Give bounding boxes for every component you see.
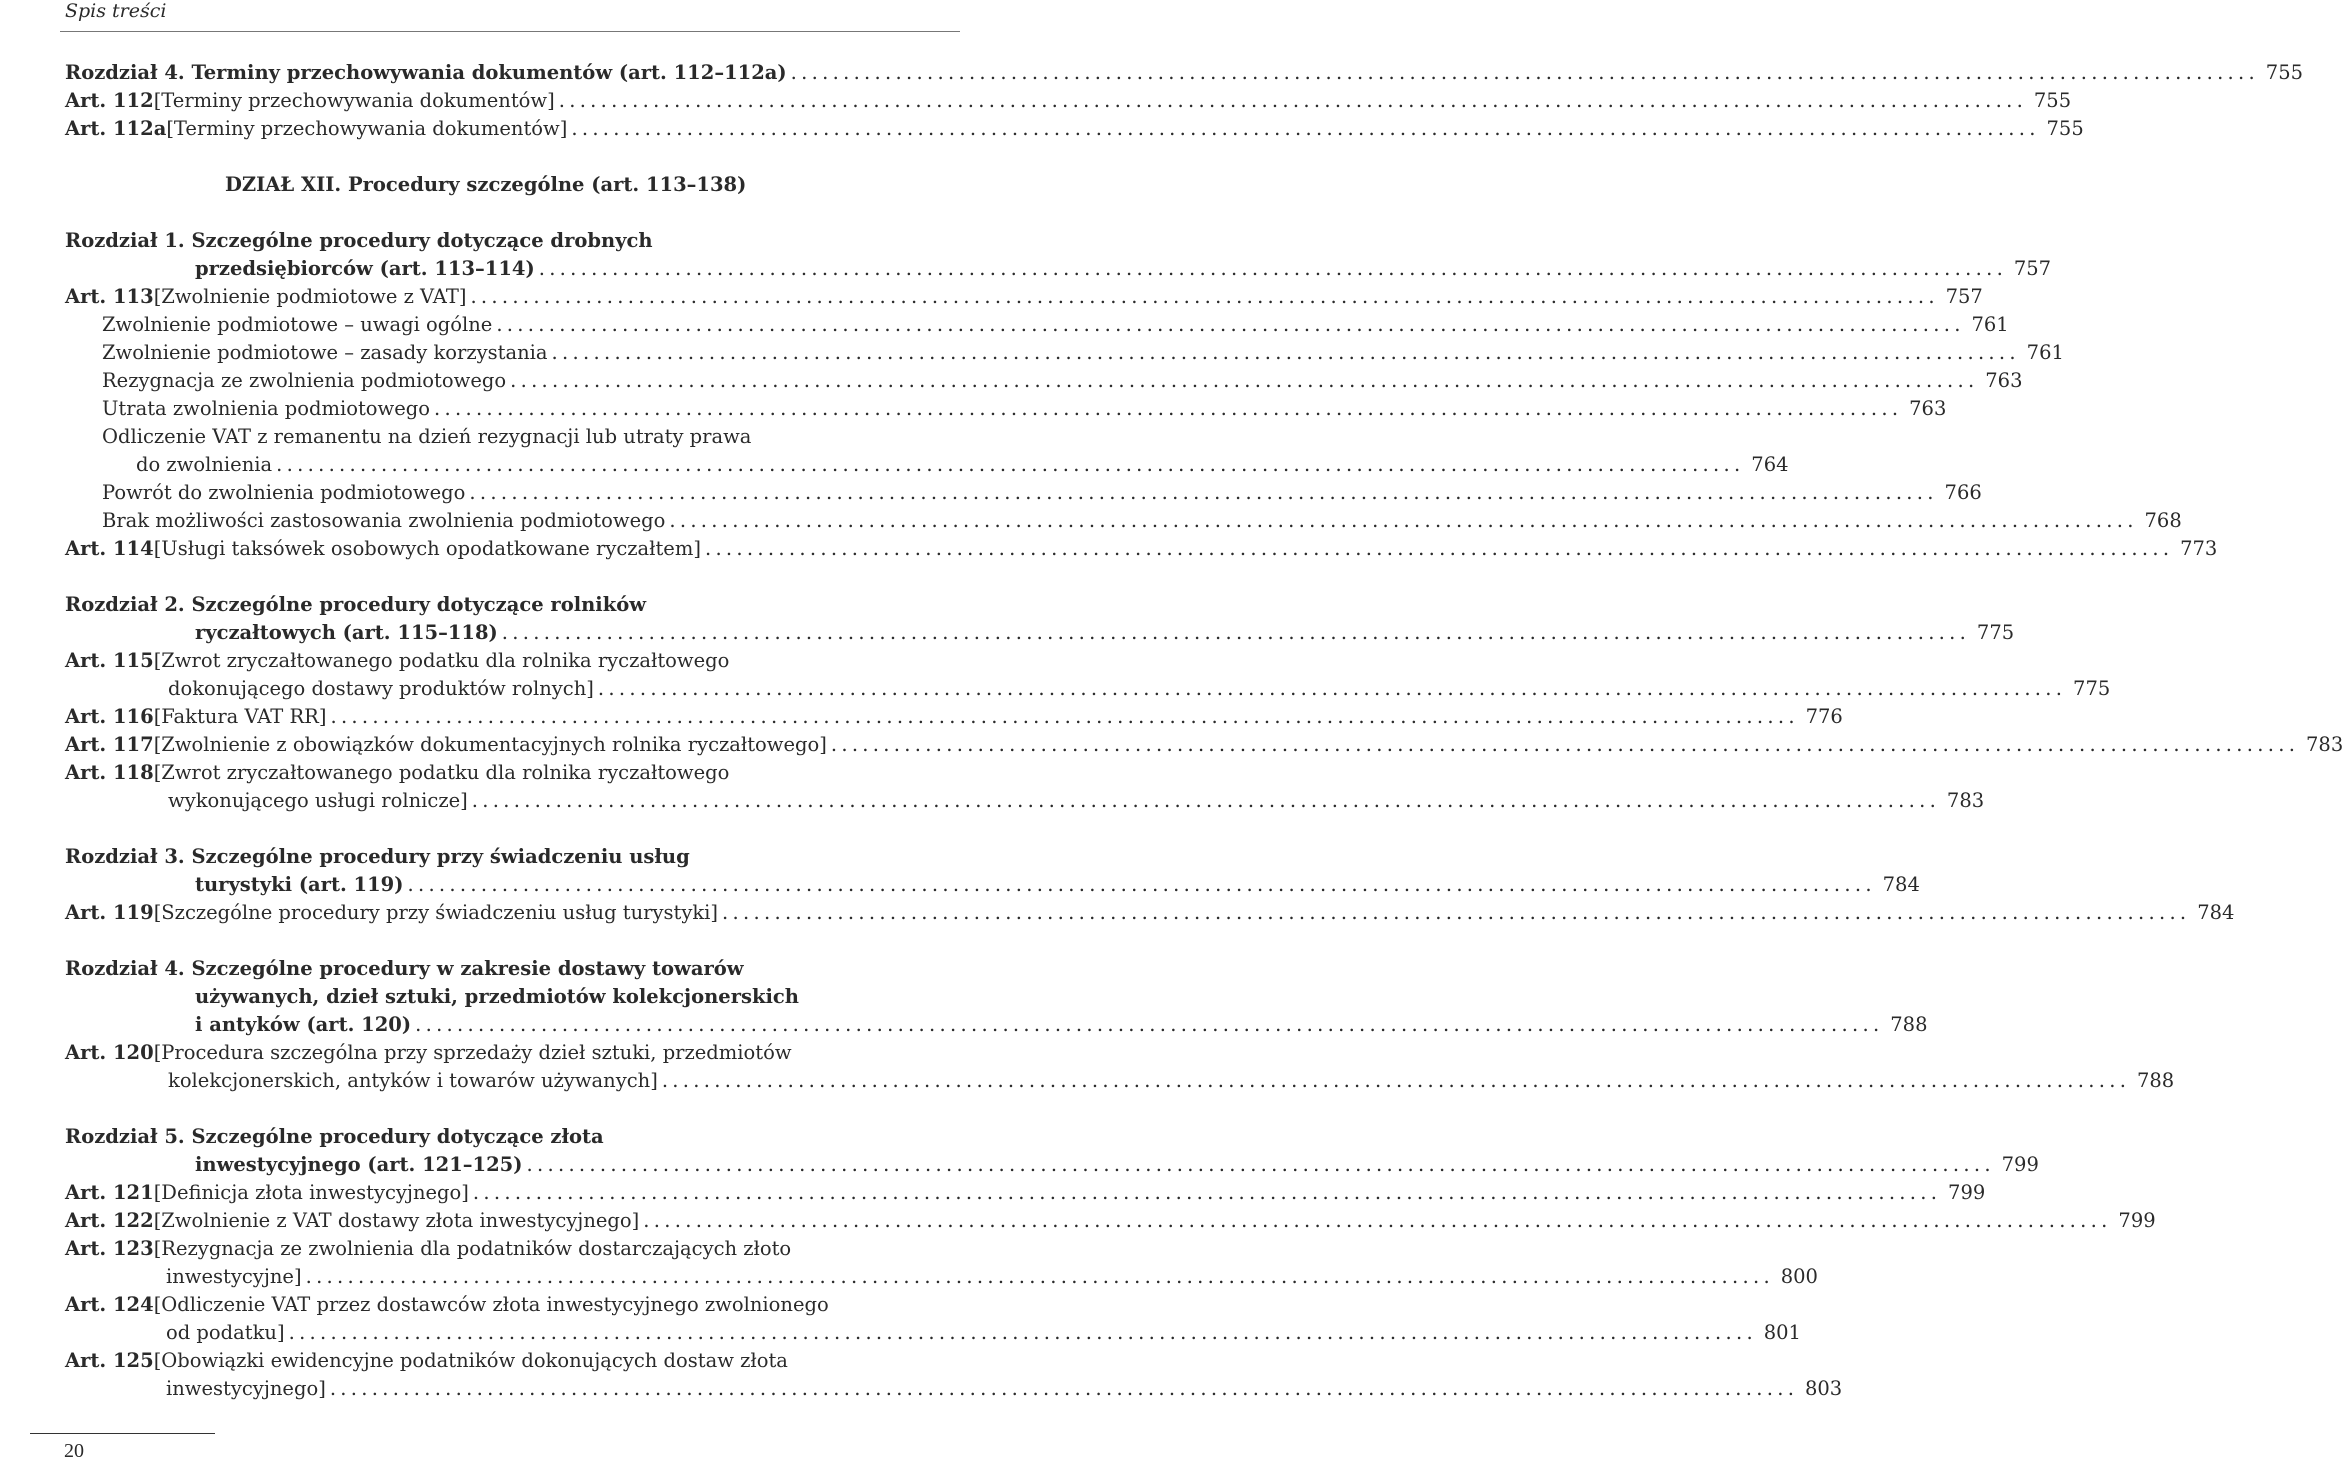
toc-entry [102,395,1947,423]
entry-title: przedsiębiorców (art. 113–114) [195,257,535,280]
page-ref: 799 [2118,1209,2156,1232]
entry-title: wykonującego usługi rolnicze] [168,789,468,812]
entry-title: Brak możliwości zastosowania zwolnienia podmiotowego [102,509,666,532]
entry-title: i antyków (art. 120) [195,1013,412,1036]
running-title: Spis treści [65,0,167,22]
page-number: 20 [64,1440,84,1462]
toc-entry [102,339,2064,367]
toc-entry [65,1291,958,1319]
dot-leader: ............................................................................................................................................ [407,873,1876,896]
dot-leader: ............................................................................................................................................ [597,677,2067,700]
entry-title: [Terminy przechowywania dokumentów] [153,89,555,112]
dot-leader: ............................................................................................................................................ [330,705,1799,728]
article-number: Art. 120 [65,1041,154,1064]
article-number: Art. 117 [65,733,154,756]
entry-title: do zwolnienia [136,453,273,476]
toc-entry [65,647,958,675]
dot-leader: ............................................................................................................................................ [305,1265,1774,1288]
page-ref: 775 [2073,677,2111,700]
dot-leader: ............................................................................................................................................ [472,1181,1942,1204]
toc-entry [136,451,1789,479]
dot-leader: ............................................................................................................................................ [433,397,1903,420]
entry-title: [Szczególne procedury przy świadczeniu usług turystyki] [153,901,719,924]
dot-leader: ............................................................................................................................................ [288,1321,1757,1344]
chapter-entry [65,227,958,255]
entry-title: inwestycyjnego (art. 121–125) [195,1153,523,1176]
section-heading: DZIAŁ XII. Procedury szczególne (art. 113–138) [225,173,747,196]
entry-title: [Rezygnacja ze zwolnienia dla podatników dostarczających złoto [153,1237,792,1260]
page-ref: 784 [2197,901,2235,924]
page-ref: 764 [1751,453,1789,476]
chapter-entry [195,255,2052,283]
entry-title: Rozdział 4. Szczególne procedury w zakresie dostawy towarów [65,957,744,980]
toc-entry [65,535,2218,563]
dot-leader: ............................................................................................................................................ [830,733,2300,756]
chapter-entry [65,843,958,871]
page-ref: 784 [1882,873,1920,896]
dot-leader: ............................................................................................................................................ [276,453,1745,476]
page-ref: 788 [1890,1013,1928,1036]
toc-entry [65,899,2235,927]
dot-leader: ............................................................................................................................................ [538,257,2008,280]
page-ref: 768 [2144,509,2182,532]
page-ref: 773 [2180,537,2218,560]
toc-entry [65,731,2343,759]
entry-title: inwestycyjne] [166,1265,302,1288]
toc-entry [166,1263,1818,1291]
entry-title: [Odliczenie VAT przez dostawców złota inwestycyjnego zwolnionego [153,1293,829,1316]
chapter-entry [195,983,958,1011]
toc-entry [166,1319,1801,1347]
chapter-entry [195,1151,2039,1179]
article-number: Art. 112 [65,89,154,112]
dot-leader: ............................................................................................................................................ [510,369,1979,392]
entry-title: [Definicja złota inwestycyjnego] [153,1181,469,1204]
entry-title: od podatku] [166,1321,285,1344]
toc-entry [102,507,2182,535]
dot-leader: ............................................................................................................................................ [496,313,1965,336]
page-ref: 788 [2136,1069,2175,1092]
article-number: Art. 113 [65,285,154,308]
entry-title: Zwolnienie podmiotowe – uwagi ogólne [102,313,493,336]
dot-leader: ............................................................................................................................................ [469,481,1938,504]
page-ref: 763 [1985,369,2023,392]
toc-entry [65,1207,2156,1235]
entry-title: ryczałtowych (art. 115–118) [195,621,498,644]
entry-title: dokonującego dostawy produktów rolnych] [168,677,594,700]
dot-leader: ............................................................................................................................................ [790,61,2260,84]
dot-leader: ............................................................................................................................................ [571,117,2040,140]
page-ref: 757 [1945,285,1983,308]
dot-leader: ............................................................................................................................................ [558,89,2028,112]
article-number: Art. 121 [65,1181,154,1204]
entry-title: [Faktura VAT RR] [153,705,327,728]
page-ref: 775 [1976,621,2015,644]
entry-title: inwestycyjnego] [166,1377,326,1400]
dot-leader: ............................................................................................................................................ [329,1377,1799,1400]
page-ref: 763 [1909,397,1947,420]
dot-leader: ............................................................................................................................................ [526,1153,1995,1176]
chapter-entry [65,59,2304,87]
entry-title: Powrót do zwolnienia podmiotowego [102,481,466,504]
article-number: Art. 114 [65,537,154,560]
entry-title: Rozdział 3. Szczególne procedury przy świadczeniu usług [65,845,690,868]
toc-entry [65,115,2084,143]
page-ref: 757 [2013,257,2052,280]
chapter-entry [65,1123,958,1151]
dot-leader: ............................................................................................................................................ [501,621,1971,644]
entry-title: [Obowiązki ewidencyjne podatników dokonujących dostaw złota [153,1349,788,1372]
article-number: Art. 124 [65,1293,154,1316]
dot-leader: ............................................................................................................................................ [661,1069,2131,1092]
footer-rule [30,1433,215,1434]
entry-title: turystyki (art. 119) [195,873,404,896]
page-ref: 755 [2046,117,2084,140]
toc-entry [65,759,958,787]
toc-entry [65,283,1983,311]
page-ref: 776 [1805,705,1843,728]
page-ref: 783 [1946,789,1985,812]
page-ref: 783 [2306,733,2343,756]
entry-title: [Terminy przechowywania dokumentów] [166,117,568,140]
entry-title: Rozdział 5. Szczególne procedury dotyczące złota [65,1125,604,1148]
page-ref: 761 [2026,341,2064,364]
page-ref: 799 [2001,1153,2039,1176]
chapter-entry [195,871,1920,899]
entry-title: używanych, dzieł sztuki, przedmiotów kolekcjonerskich [195,985,799,1008]
article-number: Art. 125 [65,1349,154,1372]
toc-entry [168,675,2111,703]
chapter-entry [195,619,2015,647]
article-number: Art. 112a [65,117,167,140]
toc-entry [168,787,1985,815]
dot-leader: ............................................................................................................................................ [722,901,2191,924]
dot-leader: ............................................................................................................................................ [470,285,1939,308]
entry-title: Zwolnienie podmiotowe – zasady korzystania [102,341,548,364]
page-ref: 800 [1780,1265,1818,1288]
entry-title: Rozdział 4. Terminy przechowywania dokumentów (art. 112–112a) [65,61,787,84]
entry-title: Rezygnacja ze zwolnienia podmiotowego [102,369,507,392]
entry-title: Odliczenie VAT z remanentu na dzień rezygnacji lub utraty prawa [102,425,752,448]
entry-title: [Zwrot zryczałtowanego podatku dla rolnika ryczałtowego [153,761,730,784]
chapter-entry [65,955,958,983]
toc-entry [102,423,958,451]
page-ref: 799 [1948,1181,1986,1204]
toc-entry [65,1235,958,1263]
dot-leader: ............................................................................................................................................ [471,789,1941,812]
article-number: Art. 118 [65,761,154,784]
entry-title: [Usługi taksówek osobowych opodatkowane ryczałtem] [153,537,701,560]
page-ref: 801 [1763,1321,1801,1344]
dot-leader: ............................................................................................................................................ [704,537,2174,560]
entry-title: [Zwolnienie z VAT dostawy złota inwestycyjnego] [153,1209,640,1232]
article-number: Art. 123 [65,1237,154,1260]
article-number: Art. 119 [65,901,154,924]
toc-entry [65,87,2072,115]
header-rule [60,31,960,32]
toc-entry [166,1375,1843,1403]
dot-leader: ............................................................................................................................................ [415,1013,1884,1036]
dot-leader: ............................................................................................................................................ [669,509,2138,532]
entry-title: [Zwolnienie podmiotowe z VAT] [153,285,467,308]
article-number: Art. 116 [65,705,154,728]
toc-entry [102,311,2009,339]
entry-title: [Zwolnienie z obowiązków dokumentacyjnych rolnika ryczałtowego] [153,733,827,756]
entry-title: kolekcjonerskich, antyków i towarów używanych] [168,1069,658,1092]
toc-entry [65,1347,958,1375]
entry-title: Rozdział 1. Szczególne procedury dotyczące drobnych [65,229,653,252]
toc-entry [65,703,1843,731]
chapter-entry [195,1011,1928,1039]
article-number: Art. 115 [65,649,154,672]
dot-leader: ............................................................................................................................................ [643,1209,2112,1232]
entry-title: Rozdział 2. Szczególne procedury dotyczące rolników [65,593,647,616]
page-ref: 755 [2033,89,2072,112]
dot-leader: ............................................................................................................................................ [551,341,2020,364]
article-number: Art. 122 [65,1209,154,1232]
page-ref: 761 [1971,313,2009,336]
toc-entry [65,1039,958,1067]
entry-title: [Procedura szczególna przy sprzedaży dzieł sztuki, przedmiotów [153,1041,792,1064]
toc-entry [65,1179,1986,1207]
entry-title: Utrata zwolnienia podmiotowego [102,397,430,420]
toc-entry [102,367,2023,395]
page-ref: 755 [2265,61,2304,84]
page-ref: 803 [1804,1377,1843,1400]
toc-entry [168,1067,2175,1095]
toc-entry [102,479,1982,507]
page-ref: 766 [1944,481,1982,504]
chapter-entry [65,591,958,619]
entry-title: [Zwrot zryczałtowanego podatku dla rolnika ryczałtowego [153,649,730,672]
